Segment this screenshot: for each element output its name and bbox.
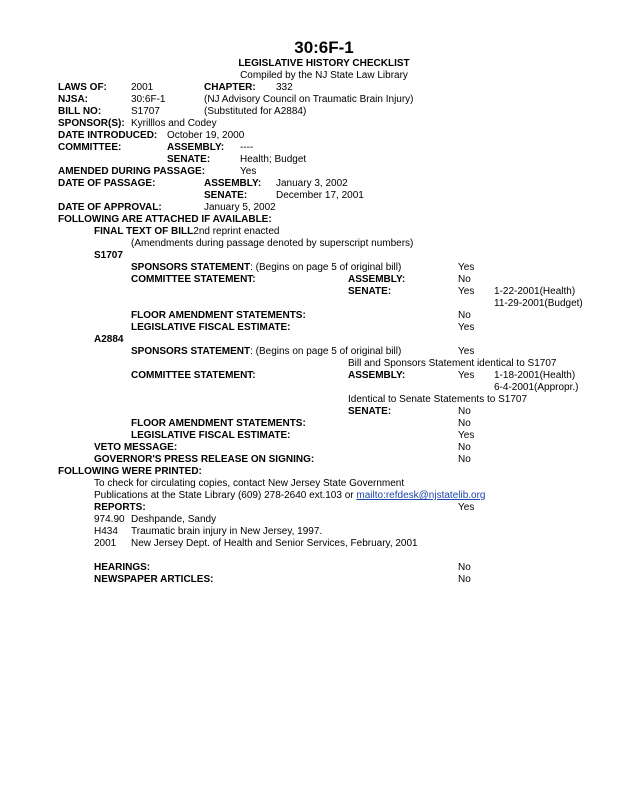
a2884-identical-note: Identical to Senate Statements to S1707	[348, 394, 528, 405]
a2884-assembly-label: ASSEMBLY:	[348, 370, 406, 381]
s1707-assembly-value: No	[458, 274, 471, 285]
chapter-value: 332	[276, 82, 293, 93]
s1707-floor-value: No	[458, 310, 471, 321]
s1707-assembly-label: ASSEMBLY:	[348, 274, 406, 285]
approval-value: January 5, 2002	[204, 202, 276, 213]
a2884-assembly-value: Yes	[458, 370, 475, 381]
bill-no-label: BILL NO:	[58, 106, 102, 117]
s1707-fiscal-value: Yes	[458, 322, 475, 333]
passage-assembly-value: January 3, 2002	[276, 178, 348, 189]
printed-line1: To check for circulating copies, contact New Jersey State Government	[94, 478, 405, 489]
s1707-sponsors-value: Yes	[458, 262, 475, 273]
amended-value: Yes	[240, 166, 257, 177]
sponsors-label: SPONSOR(S):	[58, 118, 125, 129]
amend-note: (Amendments during passage denoted by superscript numbers)	[131, 238, 414, 249]
report-text: Traumatic brain injury in New Jersey, 1997.	[131, 526, 323, 537]
hearings-label: HEARINGS:	[94, 562, 151, 573]
checklist-subtitle: LEGISLATIVE HISTORY CHECKLIST	[238, 58, 410, 69]
approval-label: DATE OF APPROVAL:	[58, 202, 162, 213]
s1707-committee-label: COMMITTEE STATEMENT:	[131, 274, 256, 285]
passage-senate-value: December 17, 2001	[276, 190, 364, 201]
passage-assembly-label: ASSEMBLY:	[204, 178, 262, 189]
reports-label: REPORTS:	[94, 502, 146, 513]
final-text-value: 2nd reprint enacted	[193, 226, 280, 237]
attached-label: FOLLOWING ARE ATTACHED IF AVAILABLE:	[58, 214, 272, 225]
veto-label: VETO MESSAGE:	[94, 442, 178, 453]
report-text: New Jersey Dept. of Health and Senior Services, February, 2001	[131, 538, 418, 549]
newspaper-value: No	[458, 574, 471, 585]
njsa-value: 30:6F-1	[131, 94, 166, 105]
s1707-sponsors-label: SPONSORS STATEMENT	[131, 262, 251, 273]
compiled-by: Compiled by the NJ State Law Library	[240, 70, 408, 81]
s1707-senate-label: SENATE:	[348, 286, 392, 297]
page-title: 30:6F-1	[294, 38, 354, 57]
printed-label: FOLLOWING WERE PRINTED:	[58, 466, 202, 477]
a2884-sponsors-label: SPONSORS STATEMENT	[131, 346, 251, 357]
committee-assembly-value: ----	[240, 142, 254, 153]
a2884-sponsors-note: : (Begins on page 5 of original bill)	[250, 346, 402, 357]
a2884-sponsors-row	[131, 346, 401, 358]
committee-assembly-label: ASSEMBLY:	[167, 142, 225, 153]
s1707-sponsors-row	[131, 262, 401, 274]
committee-senate-value: Health; Budget	[240, 154, 307, 165]
newspaper-label: NEWSPAPER ARTICLES:	[94, 574, 214, 585]
date-introduced-label: DATE INTRODUCED:	[58, 130, 158, 141]
passage-senate-label: SENATE:	[204, 190, 248, 201]
njsa-desc: (NJ Advisory Council on Traumatic Brain Injury)	[204, 94, 414, 105]
a2884-fiscal-label: LEGISLATIVE FISCAL ESTIMATE:	[131, 430, 291, 441]
a2884-heading: A2884	[94, 334, 124, 345]
committee-label: COMMITTEE:	[58, 142, 122, 153]
a2884-senate-value: No	[458, 406, 471, 417]
a2884-floor-label: FLOOR AMENDMENT STATEMENTS:	[131, 418, 306, 429]
a2884-sponsors-identical: Bill and Sponsors Statement identical to S1707	[348, 358, 557, 369]
a2884-floor-value: No	[458, 418, 471, 429]
final-text-row	[94, 226, 279, 238]
amended-label: AMENDED DURING PASSAGE:	[58, 166, 206, 177]
hearings-value: No	[458, 562, 471, 573]
refdesk-email-link[interactable]: mailto:refdesk@njstatelib.org	[356, 490, 486, 501]
s1707-fiscal-label: LEGISLATIVE FISCAL ESTIMATE:	[131, 322, 291, 333]
njsa-label: NJSA:	[58, 94, 89, 105]
laws-of-value: 2001	[131, 82, 154, 93]
s1707-floor-label: FLOOR AMENDMENT STATEMENTS:	[131, 310, 306, 321]
printed-line2-row	[94, 490, 486, 502]
a2884-fiscal-value: Yes	[458, 430, 475, 441]
report-code: H434	[94, 526, 118, 537]
sponsors-value: Kyrilllos and Codey	[131, 118, 217, 129]
governor-value: No	[458, 454, 471, 465]
passage-label: DATE OF PASSAGE:	[58, 178, 156, 189]
committee-senate-label: SENATE:	[167, 154, 211, 165]
chapter-label: CHAPTER:	[204, 82, 256, 93]
s1707-senate-date-health: 1-22-2001(Health)	[494, 286, 576, 297]
report-code: 2001	[94, 538, 117, 549]
a2884-sponsors-value: Yes	[458, 346, 475, 357]
bill-no-desc: (Substituted for A2884)	[204, 106, 307, 117]
s1707-sponsors-note: : (Begins on page 5 of original bill)	[250, 262, 402, 273]
a2884-assembly-date-appropr: 6-4-2001(Appropr.)	[494, 382, 579, 393]
laws-of-label: LAWS OF:	[58, 82, 107, 93]
bill-no-value: S1707	[131, 106, 160, 117]
date-introduced-value: October 19, 2000	[167, 130, 245, 141]
governor-label: GOVERNOR'S PRESS RELEASE ON SIGNING:	[94, 454, 315, 465]
veto-value: No	[458, 442, 471, 453]
printed-line2: Publications at the State Library (609) 278-2640 ext.103 or	[94, 490, 357, 501]
a2884-committee-label: COMMITTEE STATEMENT:	[131, 370, 256, 381]
s1707-senate-value: Yes	[458, 286, 475, 297]
report-text: Deshpande, Sandy	[131, 514, 217, 525]
s1707-heading: S1707	[94, 250, 123, 261]
s1707-senate-date-budget: 11-29-2001(Budget)	[494, 298, 583, 309]
reports-value: Yes	[458, 502, 475, 513]
a2884-senate-label: SENATE:	[348, 406, 392, 417]
final-text-label: FINAL TEXT OF BILL	[94, 226, 194, 237]
report-code: 974.90	[94, 514, 125, 525]
a2884-assembly-date-health: 1-18-2001(Health)	[494, 370, 576, 381]
